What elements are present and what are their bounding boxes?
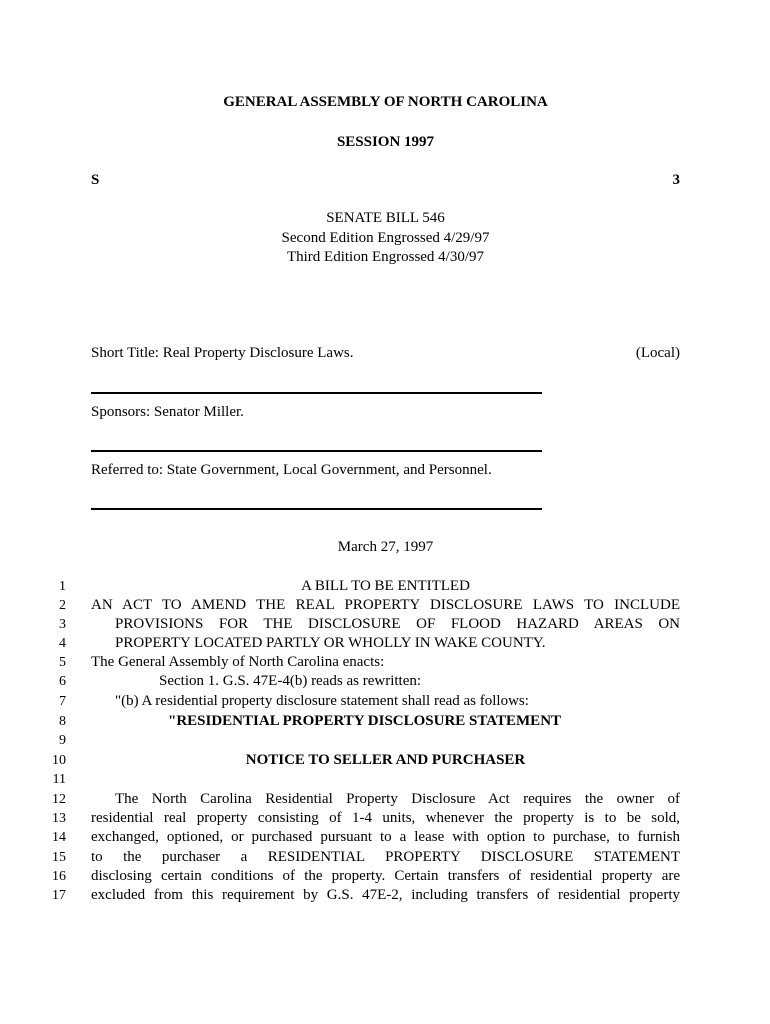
assembly-heading: GENERAL ASSEMBLY OF NORTH CAROLINA	[223, 94, 548, 110]
third-edition-note: Third Edition Engrossed 4/30/97	[286, 249, 485, 265]
notice-heading: NOTICE TO SELLER AND PURCHASER	[245, 752, 526, 768]
divider-rule	[91, 508, 542, 510]
enacting-clause: The General Assembly of North Carolina enacts:	[91, 654, 385, 670]
scope-label: (Local)	[635, 345, 680, 361]
sponsors: Sponsors: Senator Miller.	[91, 404, 244, 420]
line-number: 2	[59, 598, 66, 613]
line-number: 14	[52, 830, 66, 845]
line-number: 4	[59, 636, 66, 651]
line-number: 16	[52, 869, 66, 884]
line-number: 7	[59, 694, 66, 709]
line-number: 1	[59, 579, 66, 594]
line-number: 5	[59, 655, 66, 670]
act-title-line: PROVISIONS FOR THE DISCLOSURE OF FLOOD HAZARD AREAS ON	[115, 616, 680, 632]
short-title: Short Title: Real Property Disclosure Laws.	[91, 345, 354, 361]
subsection-line: "(b) A residential property disclosure statement shall read as follows:	[115, 693, 529, 709]
edition-number: 3	[672, 172, 680, 188]
line-number: 12	[52, 792, 66, 807]
line-number: 10	[52, 753, 66, 768]
referred-to: Referred to: State Government, Local Government, and Personnel.	[91, 462, 492, 478]
body-text-line: to the purchaser a RESIDENTIAL PROPERTY DISCLOSURE STATEMENT	[91, 849, 680, 865]
line-number: 3	[59, 617, 66, 632]
statement-heading: "RESIDENTIAL PROPERTY DISCLOSURE STATEMENT	[168, 713, 562, 729]
body-text-line: exchanged, optioned, or purchased pursuant to a lease with option to purchase, to furnish	[91, 829, 680, 845]
divider-rule	[91, 392, 542, 394]
line-number: 8	[59, 714, 66, 729]
line-number: 17	[52, 888, 66, 903]
line-number: 6	[59, 674, 66, 689]
body-text-line: residential real property consisting of 1-4 units, whenever the property is to be sold,	[91, 810, 680, 826]
divider-rule	[91, 450, 542, 452]
act-title-line: AN ACT TO AMEND THE REAL PROPERTY DISCLOSURE LAWS TO INCLUDE	[91, 597, 680, 613]
bill-title: SENATE BILL 546	[326, 210, 445, 226]
line-number: 15	[52, 850, 66, 865]
act-title-line: PROPERTY LOCATED PARTLY OR WHOLLY IN WAKE COUNTY.	[115, 635, 546, 651]
session-heading: SESSION 1997	[336, 134, 435, 150]
body-text-line: disclosing certain conditions of the property. Certain transfers of residential property are	[91, 868, 680, 884]
chamber-letter: S	[91, 172, 100, 188]
line-number: 9	[59, 733, 66, 748]
body-text-line: excluded from this requirement by G.S. 47E-2, including transfers of residential property	[91, 887, 680, 903]
section-line: Section 1. G.S. 47E-4(b) reads as rewritten:	[159, 673, 422, 689]
bill-entitled-heading: A BILL TO BE ENTITLED	[301, 578, 470, 594]
line-number: 11	[52, 772, 66, 787]
line-number: 13	[52, 811, 66, 826]
intro-date: March 27, 1997	[337, 539, 434, 555]
second-edition-note: Second Edition Engrossed 4/29/97	[281, 230, 490, 246]
body-text-line: The North Carolina Residential Property Disclosure Act requires the owner of	[115, 791, 680, 807]
